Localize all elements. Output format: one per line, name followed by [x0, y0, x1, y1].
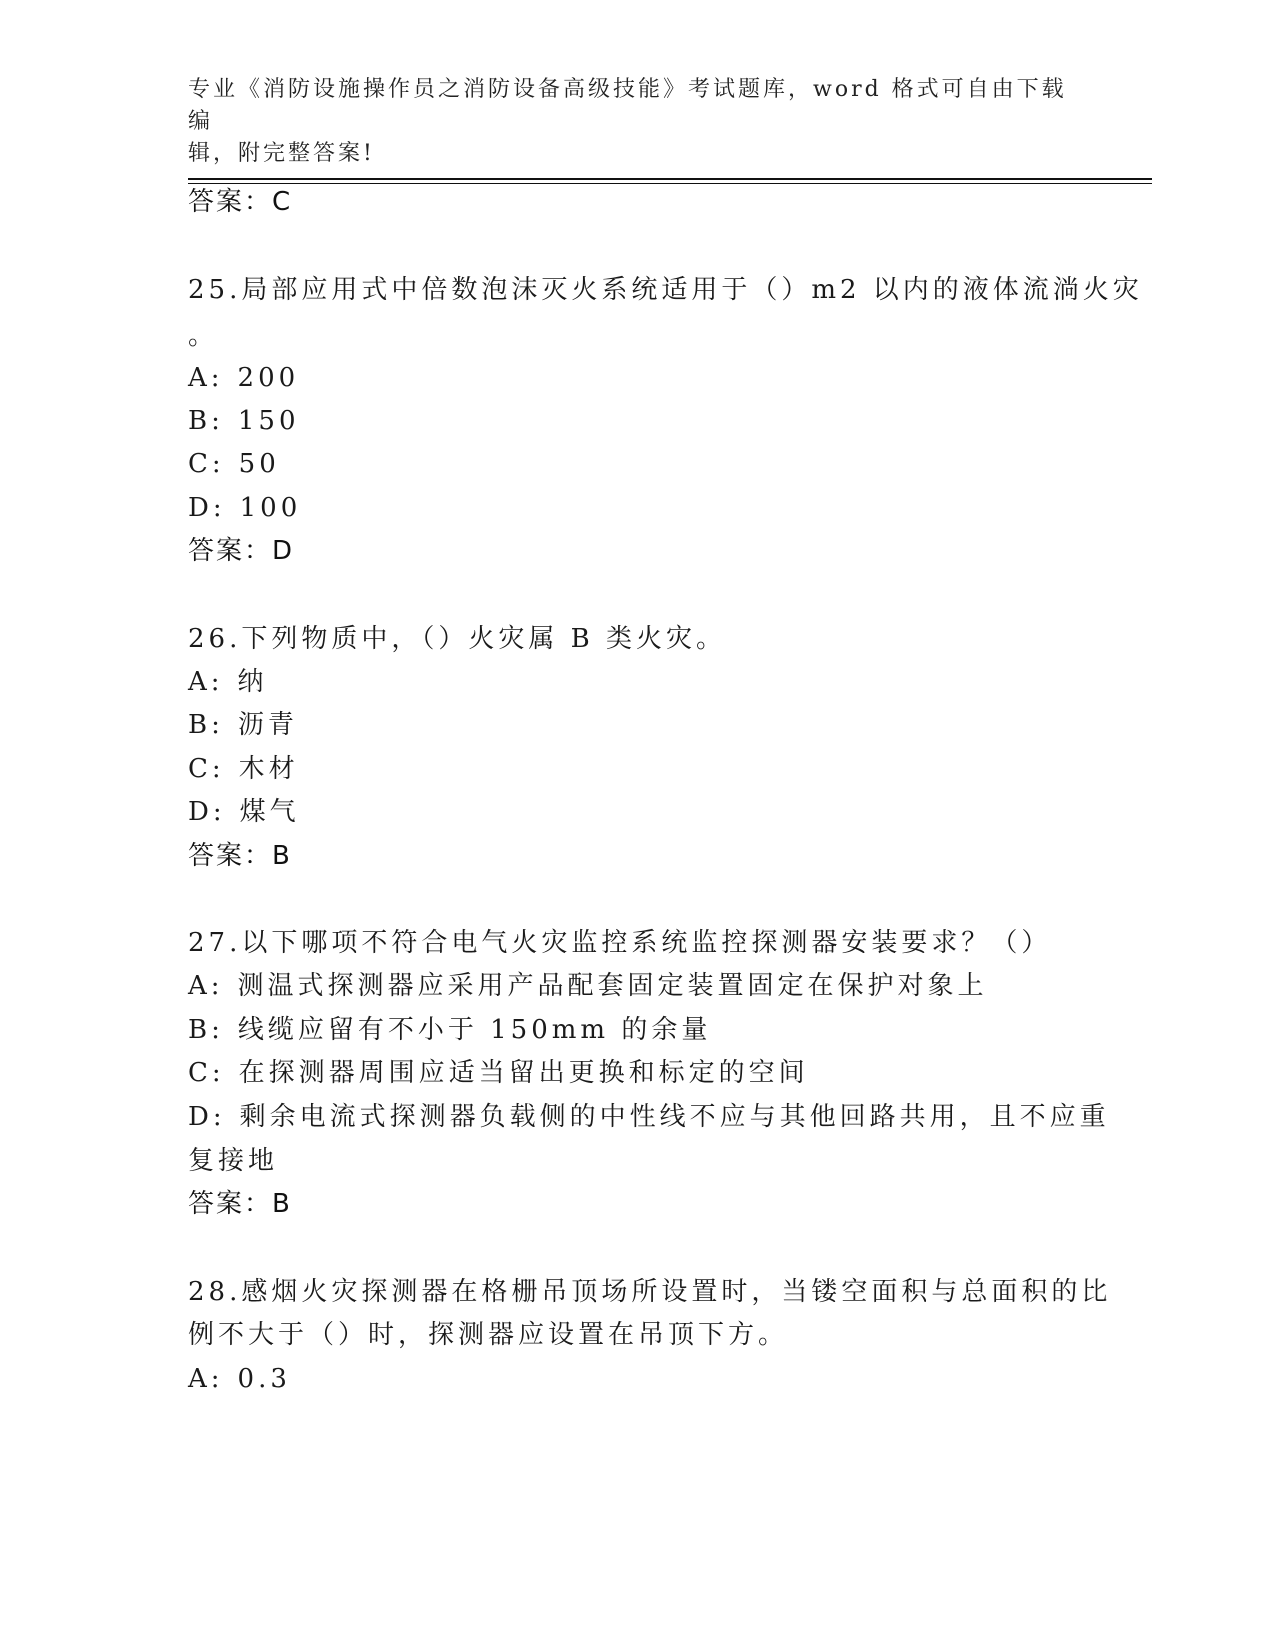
option-text: 煤气	[239, 797, 300, 827]
q26-option-c	[188, 751, 299, 787]
q27-option-d	[188, 1099, 1110, 1135]
option-text: 测温式探测器应采用产品配套固定装置固定在保护对象上	[237, 971, 988, 1001]
q27-option-c	[188, 1055, 809, 1091]
q28-stem-line-1: 28.感烟火灾探测器在格栅吊顶场所设置时，当镂空面积与总面积的比	[188, 1277, 1112, 1307]
option-key: C:	[188, 1058, 225, 1088]
q25-answer: 答案：D	[188, 536, 295, 566]
option-key: B:	[188, 710, 224, 740]
q28-option-a	[188, 1361, 291, 1397]
option-key: A:	[188, 1364, 224, 1394]
q27-option-a	[188, 968, 988, 1004]
option-text: 150	[237, 406, 300, 436]
option-key: A:	[188, 667, 224, 697]
option-key: B:	[188, 406, 224, 436]
option-text: 0.3	[237, 1364, 291, 1394]
q27-option-b	[188, 1012, 711, 1048]
q25-option-a	[188, 360, 299, 396]
option-key: C:	[188, 754, 225, 784]
q25-option-d	[188, 490, 301, 526]
q28-stem-line-2: 例不大于（）时，探测器应设置在吊顶下方。	[188, 1320, 789, 1350]
option-text: 纳	[237, 667, 268, 697]
option-key: B:	[188, 1015, 224, 1045]
q26-option-a	[188, 664, 268, 700]
q25-option-b	[188, 403, 300, 439]
header-line-1: 专业《消防设施操作员之消防设备高级技能》考试题库，word 格式可自由下载编	[188, 77, 1067, 134]
option-text: 50	[238, 449, 280, 479]
option-text: 在探测器周围应适当留出更换和标定的空间	[238, 1058, 809, 1088]
q27-stem-line-1: 27.以下哪项不符合电气火灾监控系统监控探测器安装要求？（）	[188, 928, 1052, 958]
answer-prev: 答案：C	[188, 187, 293, 217]
option-key: A:	[188, 971, 224, 1001]
option-text: 剩余电流式探测器负载侧的中性线不应与其他回路共用，且不应重	[239, 1102, 1110, 1132]
document-header	[188, 74, 1068, 170]
q26-option-d	[188, 794, 300, 830]
option-text: 木材	[238, 754, 299, 784]
option-text: 沥青	[237, 710, 298, 740]
header-rule-thick	[188, 178, 1152, 180]
q26-option-b	[188, 707, 298, 743]
option-key: D:	[188, 1102, 226, 1132]
option-text: 200	[237, 363, 300, 393]
q25-option-c	[188, 446, 280, 482]
option-key: C:	[188, 449, 225, 479]
q25-stem-line-1: 25.局部应用式中倍数泡沫灭火系统适用于（）m2 以内的液体流淌火灾	[188, 275, 1143, 305]
q27-answer: 答案：B	[188, 1189, 292, 1219]
option-key: D:	[188, 493, 226, 523]
header-rule-thin	[188, 183, 1152, 184]
option-text: 100	[239, 493, 302, 523]
q25-stem-line-2: 。	[188, 321, 219, 351]
q26-stem-line-1: 26.下列物质中，（）火灾属 B 类火灾。	[188, 624, 726, 654]
option-key: A:	[188, 363, 224, 393]
option-key: D:	[188, 797, 226, 827]
option-text: 线缆应留有不小于 150mm 的余量	[237, 1015, 712, 1045]
q26-answer: 答案：B	[188, 841, 292, 871]
q27-option-d-continued: 复接地	[188, 1146, 279, 1176]
header-line-2: 辑，附完整答案!	[188, 141, 375, 166]
